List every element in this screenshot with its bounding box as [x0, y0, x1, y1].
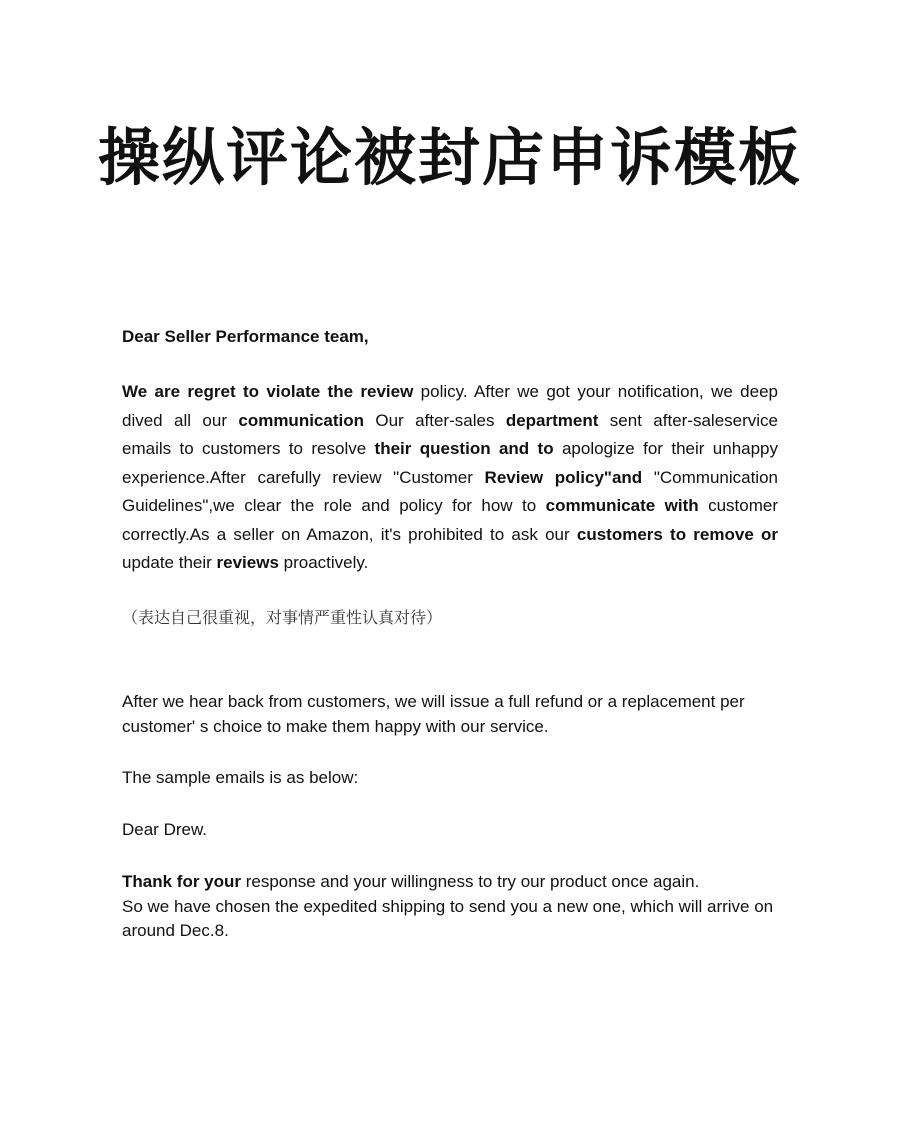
text-span: update their	[122, 553, 217, 572]
text-span: customer correctly.As a seller on Amazon, it's prohibited to ask our	[122, 496, 779, 544]
text-bold: communicate with	[545, 496, 699, 515]
text-bold: Thank for your	[122, 872, 242, 891]
document-title: 操纵评论被封店申诉模板	[97, 121, 802, 194]
sample-email-intro: The sample emails is as below:	[122, 768, 359, 787]
salutation-text: Dear Seller Performance team,	[122, 327, 369, 346]
text-bold: communication	[238, 410, 364, 430]
text-span: apologize for their unhappy experience.After carefully review "Customer	[122, 439, 779, 487]
text-span: proactively.	[278, 553, 369, 572]
paragraph-apology	[122, 378, 778, 578]
text-bold: Review policy"and	[484, 467, 643, 487]
text-span: "Communication Guidelines",we clear the role and policy for how to	[122, 467, 778, 515]
editor-note: （表达自己很重视，对事情严重性认真对待）	[122, 608, 443, 627]
text-span: sent after-saleservice emails to customers to resolve	[122, 410, 779, 458]
text-span: response and your willingness to try our product once again.	[241, 872, 700, 891]
text-span: policy. After we got your notification, we deep dived all our	[122, 382, 778, 430]
text-bold: their question and to	[374, 439, 554, 458]
text-span: So we have chosen the expedited shipping to send you a new one, which will arrive on around Dec.8.	[122, 896, 774, 940]
paragraph-refund: After we hear back from customers, we will issue a full refund or a replacement per customer' s choice to make them happy with our service.	[122, 692, 745, 736]
salutation	[122, 325, 778, 349]
text-bold: customers to remove or	[576, 524, 778, 544]
text-span: Our after-sales	[363, 410, 506, 430]
text-bold: We are regret to violate the review	[122, 382, 414, 401]
paragraph-sample-email	[122, 870, 778, 944]
sample-salutation: Dear Drew.	[122, 820, 208, 839]
text-bold: reviews	[216, 553, 279, 572]
text-bold: department	[505, 410, 599, 430]
